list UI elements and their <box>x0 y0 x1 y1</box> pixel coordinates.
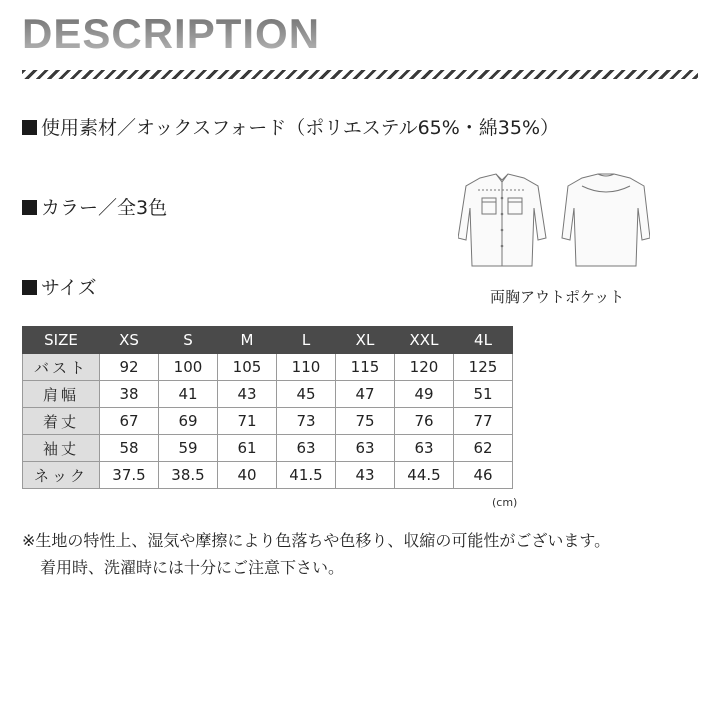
table-row <box>23 381 513 408</box>
shirt-front-drawing <box>458 174 546 266</box>
table-cell: 43 <box>218 381 277 408</box>
table-cell: 92 <box>100 354 159 381</box>
table-cell: 41.5 <box>277 462 336 489</box>
table-cell: 115 <box>336 354 395 381</box>
spec-color-text: カラー／全3色 <box>41 197 168 219</box>
row-label: 袖丈 <box>23 435 100 462</box>
table-cell: 46 <box>454 462 513 489</box>
shirt-back-drawing <box>562 174 650 266</box>
table-header-row <box>23 327 513 354</box>
table-cell: 41 <box>159 381 218 408</box>
care-note-continued: 着用時、洗濯時には十分にご注意下さい。 <box>40 558 345 577</box>
row-label: ネック <box>23 462 100 489</box>
care-note: ※生地の特性上、湿気や摩擦により色落ちや色移り、収縮の可能性がございます。 <box>22 531 611 550</box>
table-cell: 77 <box>454 408 513 435</box>
spec-material-text: 使用素材／オックスフォード（ポリエステル65%・綿35%） <box>41 117 560 139</box>
table-cell: 44.5 <box>395 462 454 489</box>
header-cell: L <box>277 327 336 354</box>
table-cell: 67 <box>100 408 159 435</box>
table-cell: 71 <box>218 408 277 435</box>
header-cell: XL <box>336 327 395 354</box>
table-cell: 58 <box>100 435 159 462</box>
header-cell: XXL <box>395 327 454 354</box>
spec-color <box>22 193 167 220</box>
page-title: DESCRIPTION <box>22 10 321 57</box>
table-row <box>23 462 513 489</box>
shirt-illustration <box>458 168 650 272</box>
spec-size <box>22 273 96 300</box>
table-cell: 62 <box>454 435 513 462</box>
spec-size-text: サイズ <box>41 277 97 299</box>
header-cell: S <box>159 327 218 354</box>
table-cell: 63 <box>277 435 336 462</box>
table-cell: 120 <box>395 354 454 381</box>
table-cell: 100 <box>159 354 218 381</box>
table-cell: 40 <box>218 462 277 489</box>
table-cell: 75 <box>336 408 395 435</box>
table-row <box>23 435 513 462</box>
header-cell: 4L <box>454 327 513 354</box>
header-cell: M <box>218 327 277 354</box>
size-table <box>22 326 513 489</box>
table-cell: 63 <box>395 435 454 462</box>
illustration-caption: 両胸アウトポケット <box>490 288 625 306</box>
table-row <box>23 408 513 435</box>
row-label: バスト <box>23 354 100 381</box>
table-cell: 49 <box>395 381 454 408</box>
header-cell: XS <box>100 327 159 354</box>
table-cell: 45 <box>277 381 336 408</box>
table-cell: 76 <box>395 408 454 435</box>
table-cell: 63 <box>336 435 395 462</box>
bullet-square-icon <box>22 280 37 295</box>
row-label: 着丈 <box>23 408 100 435</box>
bullet-square-icon <box>22 200 37 215</box>
table-cell: 51 <box>454 381 513 408</box>
table-cell: 38.5 <box>159 462 218 489</box>
table-cell: 37.5 <box>100 462 159 489</box>
table-cell: 59 <box>159 435 218 462</box>
unit-label: (cm) <box>492 496 518 509</box>
bullet-square-icon <box>22 120 37 135</box>
table-cell: 125 <box>454 354 513 381</box>
table-cell: 38 <box>100 381 159 408</box>
spec-material <box>22 113 559 140</box>
row-label: 肩幅 <box>23 381 100 408</box>
table-cell: 110 <box>277 354 336 381</box>
table-cell: 47 <box>336 381 395 408</box>
table-cell: 69 <box>159 408 218 435</box>
table-cell: 43 <box>336 462 395 489</box>
table-cell: 73 <box>277 408 336 435</box>
table-cell: 61 <box>218 435 277 462</box>
table-cell: 105 <box>218 354 277 381</box>
diagonal-stripe-divider <box>22 70 698 79</box>
table-row <box>23 354 513 381</box>
header-cell: SIZE <box>23 327 100 354</box>
